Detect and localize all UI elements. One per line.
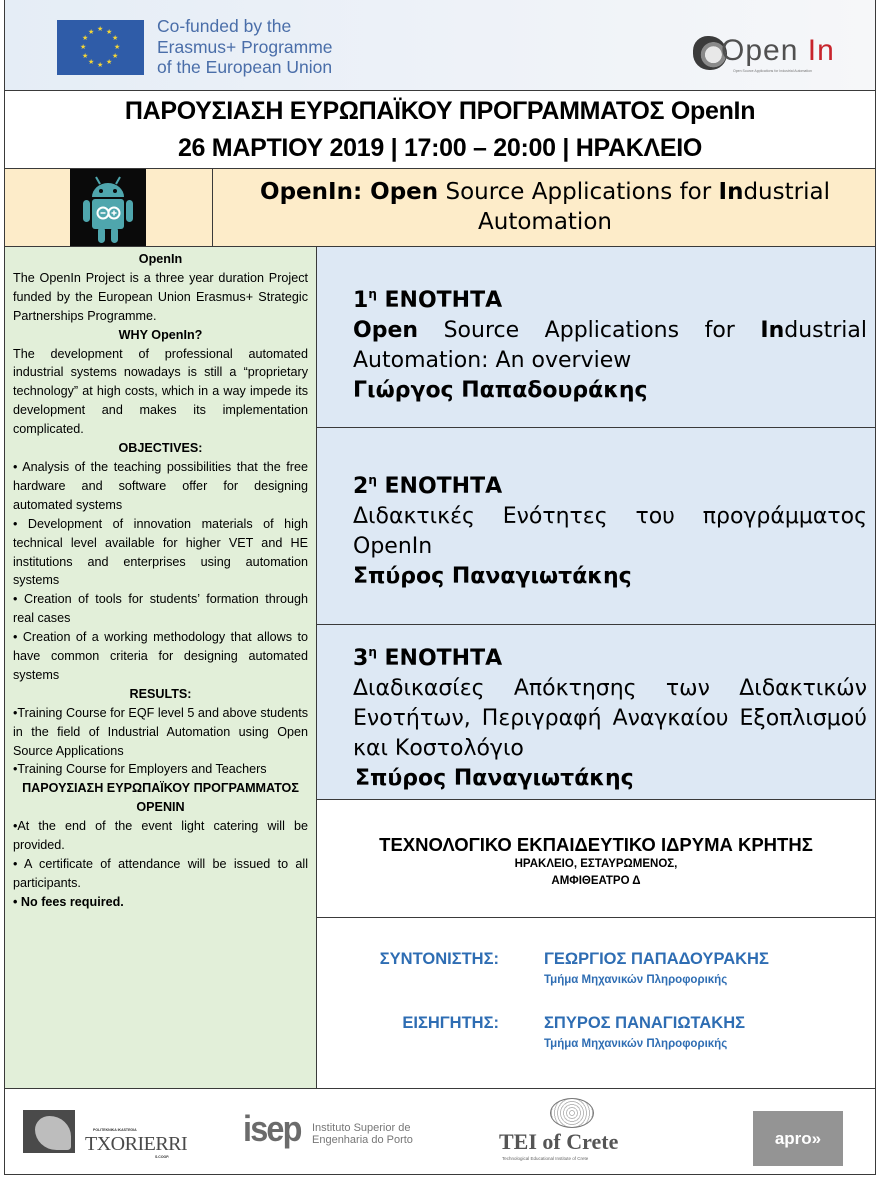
logo-open: Open <box>721 34 799 67</box>
txorierri-coop: S.COOP. <box>155 1155 170 1159</box>
openin-description: The OpenIn Project is a three year duration Project funded by the European Union Erasmus+ Strategic Partnerships Programme. <box>13 270 308 323</box>
eu-text-line: Erasmus+ Programme <box>157 36 333 57</box>
objective-item: • Analysis of the teaching possibilities that the free hardware and software offer for designing automated systems <box>13 459 308 512</box>
module-ordinal: η <box>368 287 377 301</box>
module-number: 1 <box>353 288 369 313</box>
module-label: ΕΝΟΤΗΤΑ <box>376 474 503 499</box>
objective-item: • Creation of tools for students’ formation through real cases <box>13 592 308 626</box>
module-speaker: Σπύρος Παναγιωτάκης <box>353 564 632 589</box>
note-item: • A certificate of attendance will be issued to all participants. <box>13 857 308 890</box>
module-heading <box>353 279 867 316</box>
module-title: Διδακτικές Ενότητες του προγράμματος OpenIn <box>353 504 867 559</box>
subtitle-text: Source Applications for <box>438 179 719 205</box>
why-description: The development of professional automated industrial systems nowadays is still a “proprietary technology” at high costs, which in a way impede its development and makes its implementation complicated. <box>13 346 308 437</box>
module-3 <box>317 625 876 800</box>
module-heading <box>353 465 867 502</box>
title-text: dustrial Automation: An overview <box>353 318 867 373</box>
module-number: 2 <box>353 474 369 499</box>
logo-cell <box>5 169 213 246</box>
coordinator-role: ΣΥΝΤΟΝΙΣΤΗΣ: <box>379 950 499 968</box>
module-2 <box>317 428 876 625</box>
eu-text-line: of the European Union <box>157 57 333 77</box>
subtitle-bold: In <box>718 179 744 205</box>
title-line-2: 26 ΜΑΡΤΙΟΥ 2019 | 17:00 – 20:00 | ΗΡΑΚΛΕΙΟ <box>177 134 703 162</box>
subtitle-row <box>4 168 876 247</box>
bird-icon <box>23 1110 75 1153</box>
eu-text-line: Co-funded by the <box>157 16 292 36</box>
presentation-heading: ΠΑΡΟΥΣΙΑΣΗ ΕΥΡΩΠΑΪΚΟΥ ΠΡΟΓΡΑΜΜΑΤΟΣ OPENIN <box>22 781 299 815</box>
objective-item: • Creation of a working methodology that allows to have common criteria for designing automated systems <box>13 630 308 682</box>
subtitle-bold: OpenIn: Open <box>260 179 439 205</box>
event-title <box>4 91 876 168</box>
project-subtitle <box>215 177 875 237</box>
objective-item: • Development of innovation materials of high technical level available for higher VET and HE institutions and enterprises using automation systems <box>13 516 308 588</box>
title-text: Source Applications for <box>418 318 761 343</box>
coordinator-name: ΓΕΩΡΓΙΟΣ ΠΑΠΑΔΟΥΡΑΚΗΣ <box>544 950 769 968</box>
tei-seal-icon <box>550 1098 594 1128</box>
result-item: •Training Course for Employers and Teachers <box>13 762 267 777</box>
venue-block <box>317 800 876 918</box>
why-heading: WHY OpenIn? <box>118 327 203 342</box>
speaker-role: ΕΙΣΗΓΗΤΗΣ: <box>402 1014 499 1032</box>
module-ordinal: η <box>368 473 377 487</box>
speaker-department: Τμήμα Μηχανικών Πληροφορικής <box>544 1038 728 1050</box>
apro-logo: apro» <box>753 1111 843 1166</box>
module-speaker: Γιώργος Παπαδουράκης <box>353 378 648 403</box>
isep-line: Engenharia do Porto <box>312 1134 413 1146</box>
partner-logos <box>4 1088 876 1175</box>
logo-in: In <box>807 34 835 67</box>
module-label: ΕΝΟΤΗΤΑ <box>376 646 503 671</box>
title-line-1: ΠΑΡΟΥΣΙΑΣΗ ΕΥΡΩΠΑΪΚΟΥ ΠΡΟΓΡΑΜΜΑΤΟΣ OpenIn <box>124 97 756 125</box>
eu-cofunded-text <box>157 16 333 78</box>
eu-flag-icon: ★ ★ ★ ★ ★ ★ ★ ★ ★ ★ ★ ★ <box>57 20 144 75</box>
venue-address-line: ΑΜΦΙΘΕΑΤΡΟ Δ <box>551 875 641 887</box>
tei-name: TEI of Crete <box>499 1129 619 1154</box>
header-banner <box>4 0 876 91</box>
objectives-heading: OBJECTIVES: <box>118 441 203 456</box>
venue-name: ΤΕΧΝΟΛΟΓΙΚΟ ΕΚΠΑΙΔΕΥΤΙΚΟ ΙΔΡΥΜΑ ΚΡΗΤΗΣ <box>379 834 813 855</box>
isep-name <box>312 1122 413 1146</box>
no-fees-note: • No fees required. <box>13 894 124 909</box>
title-bold: Open <box>353 318 419 343</box>
module-heading <box>353 637 867 674</box>
isep-mark: isep <box>243 1108 301 1149</box>
android-arduino-icon <box>70 169 146 246</box>
tei-subtitle: Technological Educational Institute of Crete <box>502 1156 589 1161</box>
results-heading: RESULTS: <box>129 686 192 701</box>
people-block <box>317 918 876 1088</box>
module-number: 3 <box>353 646 369 671</box>
module-label: ΕΝΟΤΗΤΑ <box>376 288 503 313</box>
txorierri-name: TXORIERRI <box>85 1133 188 1155</box>
coordinator-department: Τμήμα Μηχανικών Πληροφορικής <box>544 974 728 986</box>
txorierri-small-text: POLITEKNIKA IKASTEGIA <box>93 1128 137 1132</box>
openin-logo-text <box>721 33 835 69</box>
module-speaker: Σπύρος Παναγιωτάκης <box>355 766 634 791</box>
subtitle-text: dustrial Automation <box>478 179 830 235</box>
module-ordinal: η <box>368 645 377 659</box>
isep-line: Instituto Superior de <box>312 1122 411 1134</box>
project-info-column <box>4 247 317 1088</box>
openin-heading: OpenIn <box>138 252 183 266</box>
speaker-name: ΣΠΥΡΟΣ ΠΑΝΑΓΙΩΤΑΚΗΣ <box>544 1014 746 1032</box>
venue-address-line: ΗΡΑΚΛΕΙΟ, ΕΣΤΑΥΡΩΜΕΝΟΣ, <box>514 858 678 870</box>
module-title <box>353 316 867 376</box>
openin-logo <box>693 34 873 80</box>
openin-logo-tagline: Open Source Applications for Industrial Automation <box>733 69 812 73</box>
module-title: Διαδικασίες Απόκτησης των Διδακτικών Ενοτήτων, Περιγραφή Αναγκαίου Εξοπλισμού και Κοστολόγιο <box>353 676 867 761</box>
note-item: •At the end of the event light catering will be provided. <box>13 819 308 853</box>
module-1 <box>317 247 876 428</box>
title-bold: In <box>760 318 785 343</box>
result-item: •Training Course for EQF level 5 and above students in the field of Industrial Automation using Open Source Applications <box>13 705 308 758</box>
